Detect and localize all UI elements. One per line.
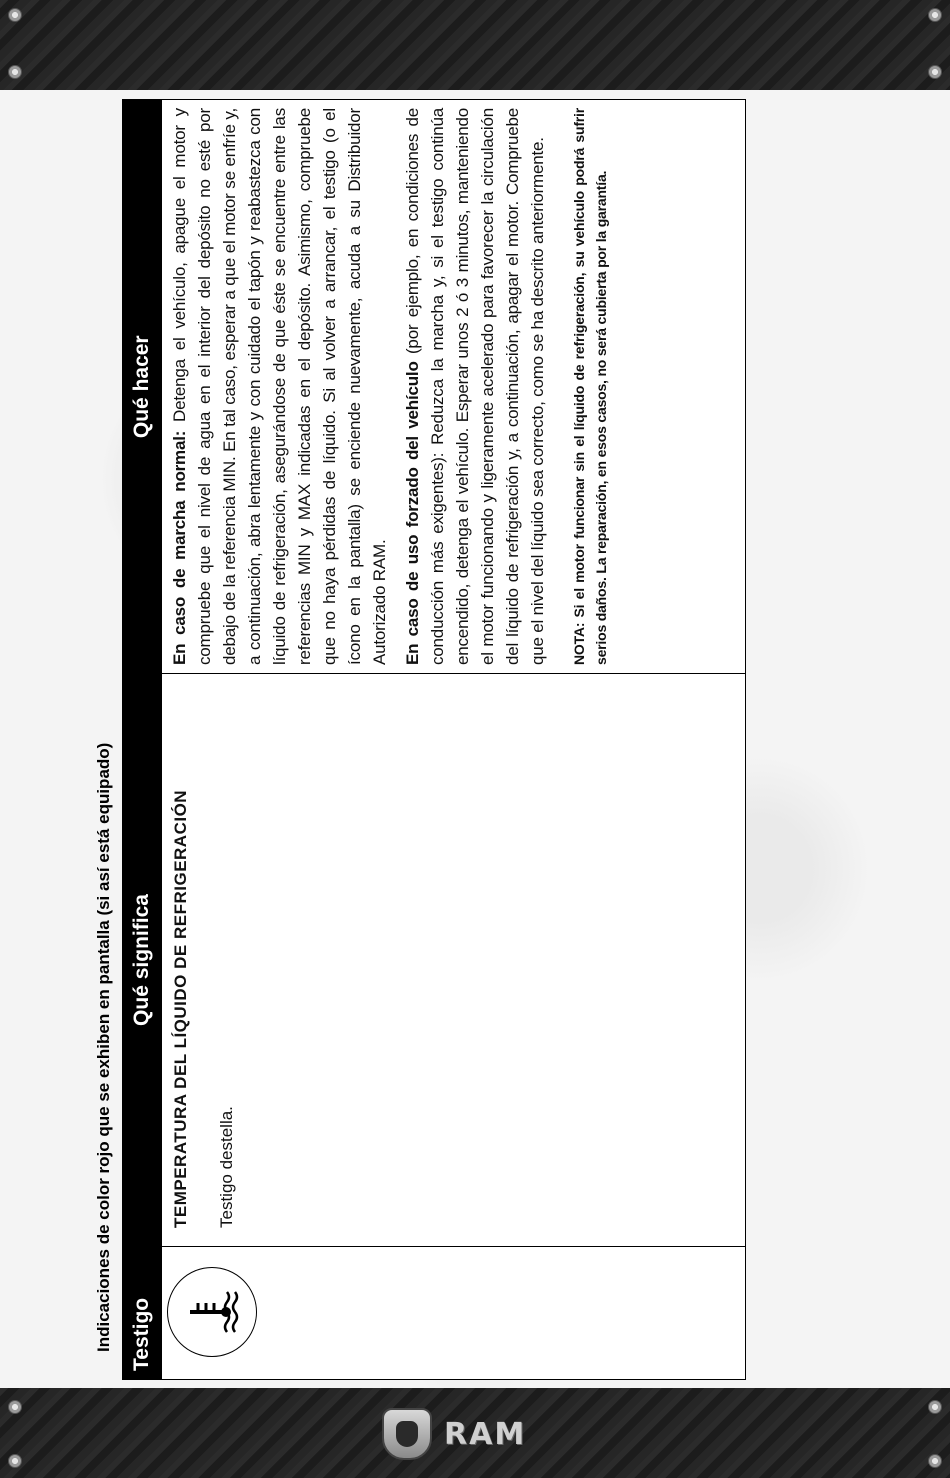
header-band (0, 0, 950, 90)
table-row (162, 100, 746, 1380)
what-to-do-cell (162, 100, 746, 674)
ram-logo (382, 1408, 582, 1460)
header-que-significa: Qué significa (123, 674, 162, 1247)
warning-table (122, 99, 746, 1380)
meaning-cell (162, 674, 746, 1247)
header-que-hacer: Qué hacer (123, 100, 162, 674)
heavy-label: En caso de uso forzado del vehículo (403, 361, 422, 665)
warranty-note: NOTA: Si el motor funcionar sin el líquido de refrigeración, su vehículo podrá sufrir serios daños. La reparación, en esos casos, no será cubierta por la garantía. (571, 108, 609, 665)
bolt-icon (8, 65, 22, 79)
bolt-icon (928, 65, 942, 79)
meaning-title: TEMPERATURA DEL LÍQUIDO DE REFRIGERACIÓN (171, 789, 190, 1228)
normal-label: En caso de marcha normal: (170, 430, 189, 665)
section-title: Indicaciones de color rojo que se exhiben en pantalla (si así está equipado) (94, 742, 113, 1352)
bolt-icon (928, 1454, 942, 1468)
rotated-page-content (86, 98, 748, 1380)
bolt-icon (8, 1454, 22, 1468)
meaning-text: Testigo destella. (217, 1106, 236, 1228)
indicator-cell (162, 1247, 746, 1380)
brand-text: RAM (444, 1416, 527, 1452)
bolt-icon (8, 8, 22, 22)
normal-paragraph (167, 108, 392, 665)
ram-head-badge-icon (382, 1408, 432, 1460)
heavy-text: (por ejemplo, en condiciones de conducción más exigentes): Reduzca la marcha y, si el testigo continúa encendido, detenga el vehículo. Esperar unos 2 ó 3 minutos, manteniendo el motor funcionando y ligeramente acelerado para favorecer la circulación del líquido de refrigeración y, a continuación, apagar el motor. Compruebe que el nivel del líquido sea correcto, como se ha descrito anteriormente. (403, 108, 547, 665)
bolt-icon (928, 1400, 942, 1414)
bolt-icon (8, 1400, 22, 1414)
bolt-icon (928, 8, 942, 22)
header-testigo: Testigo (123, 1247, 162, 1380)
coolant-temperature-icon (167, 1267, 257, 1357)
heavy-paragraph (400, 108, 550, 665)
normal-text: Detenga el vehículo, apague el motor y compruebe que el nivel de agua en el interior del depósito no esté por debajo de la referencia MIN. En tal caso, esperar a que el motor se enfríe y, a continuación, abra lentamente y con cuidado el tapón y reabastezca con líquido de refrigeración, asegurándose de que éste se encuentre entre las referencias MIN y MAX indicadas en el depósito. Asimismo, compruebe que no haya pérdidas de líquido. Si al volver a arrancar, el testigo (o el ícono en la pantalla) se enciende nuevamente, acuda a su Distribuidor Autorizado RAM. (170, 108, 389, 665)
